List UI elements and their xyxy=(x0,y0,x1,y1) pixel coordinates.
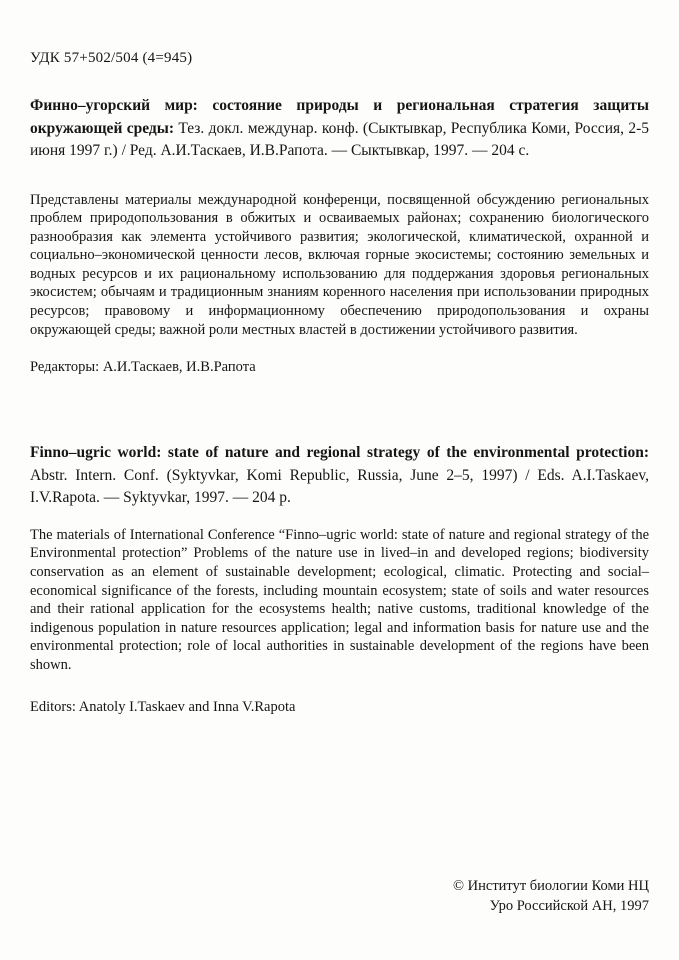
russian-bibliographic-title xyxy=(30,95,649,163)
english-bibliographic-title xyxy=(30,442,649,510)
copyright-line-1: © Институт биологии Коми НЦ xyxy=(453,878,649,894)
english-title-bold: Finno–ugric world: state of nature and regional strategy of the environmental protection: xyxy=(30,444,649,462)
russian-title-rest: Тез. докл. междунар. конф. (Сыктывкар, Республика Коми, Россия, 2-5 июня 1997 г.) / Ред. А.И.Таскаев, И.В.Рапота. — Сыктывкар, 1997. — 204 с. xyxy=(30,119,649,159)
english-title-rest: Abstr. Intern. Conf. (Syktyvkar, Komi Republic, Russia, June 2–5, 1997) / Eds. A.I.Taskaev, I.V.Rapota. — Syktyvkar, 1997. — 204 p. xyxy=(30,466,649,507)
copyright-notice xyxy=(453,876,649,916)
english-section xyxy=(30,442,649,715)
copyright-line-2: Уро Российской АН, 1997 xyxy=(489,898,649,914)
russian-title-bold: Финно–угорский мир: состояние природы и региональная стратегия защиты окружающей среды: xyxy=(30,97,649,137)
udc-number: УДК 57+502/504 (4=945) xyxy=(30,50,193,66)
russian-section xyxy=(30,95,649,376)
russian-editors-line: Редакторы: А.И.Таскаев, И.В.Рапота xyxy=(30,359,256,376)
english-editors-line: Editors: Anatoly I.Taskaev and Inna V.Rapota xyxy=(30,698,296,715)
english-abstract: The materials of International Conference “Finno–ugric world: state of nature and regional strategy of the Environmental protection” Problems of the nature use in lived–in and developed regions; biodiversity conservation as an element of sustainable development; ecological, climatic. Protecting and social–economical significance of the forests, including mountain ecosystem; state of soils and water resources and their rational application for the ecosystems health; native customs, traditional knowledge of the indigenous population in nature resources application; legal and information basis for nature use and the environmental protection; role of local authorities in sustainable development of the regions have been shown. xyxy=(30,526,649,673)
russian-abstract: Представлены материалы международной конференци, посвященной обсуждению региональных проблем природопользования в обжитых и осваиваемых районах; сохранению биологического разнообразия как элемента устойчивого развития; экологической, климатической, охранной и социально–экономической ценности лесов, включая горные экосистемы; состоянию земельных и водных ресурсов и их рациональному использованию для поддержания здоровья региональных экосистем; обычаям и традиционным знаниям коренного населения при использовании природных ресурсов; правовому и информационному обеспечению природопользования и охраны окружающей среды; важной роли местных властей в достижении устойчивого развития. xyxy=(30,191,649,338)
